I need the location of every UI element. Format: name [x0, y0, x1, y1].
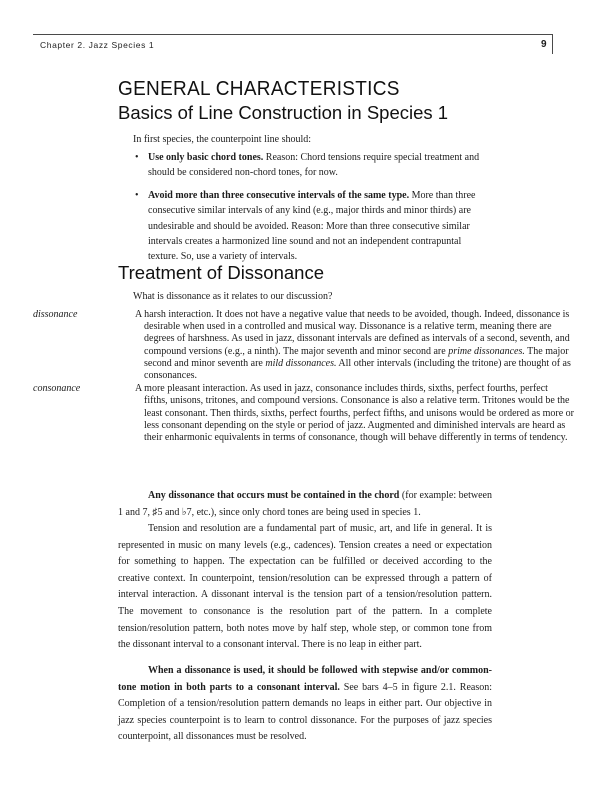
subsection-title-line-construction: Basics of Line Construction in Species 1: [118, 102, 449, 123]
definition-list: [33, 309, 573, 445]
paragraph-text: (for example: between 1 and 7, ♯5 and ♭7, etc.), since only chord tones are being used in species 1.: [118, 490, 492, 518]
list-item: [135, 150, 485, 181]
paragraph-text: See bars 4–5 in figure 2.1. Reason: Completion of a tension/resolution pattern demands no leaps in either part. Our objective in jazz species counterpoint is to learn to control dissonance. For the purposes of jazz species counterpoint, all dissonances must be resolved.: [118, 681, 492, 743]
definition-text: [135, 309, 574, 382]
definition-term: dissonance: [33, 309, 78, 320]
section-title: GENERAL CHARACTERISTICS: [118, 78, 400, 101]
definition-consonance: [33, 383, 573, 444]
bullet-icon: •: [135, 189, 139, 201]
definition-text-part: All other intervals (including the tritone) are thought of as consonances.: [144, 357, 571, 382]
paragraph-emphasis: When a dissonance is used, it should be followed with stepwise and/or common-tone motion in both parts to a consonant interval.: [118, 665, 492, 693]
definition-term: consonance: [33, 383, 81, 395]
paragraph-dissonance-chord: [118, 488, 492, 521]
subsection-title-dissonance: Treatment of Dissonance: [118, 262, 324, 283]
list-item: [135, 188, 485, 265]
rule-heading: Avoid more than three consecutive intervals of the same type.: [148, 189, 410, 201]
rule-text: Reason: Chord tensions require special treatment and should be considered non-chord tones, for now.: [148, 152, 480, 179]
page-number: 9: [541, 39, 547, 50]
definition-dissonance: [33, 309, 573, 382]
rule-text: More than three consecutive similar intervals of any kind (e.g., major thirds and minor thirds) are undesirable and should be avoided. Reason: More than three consecutive similar intervals creates a harmonized line sound and not an independent contrapuntal texture. So, use a variety of intervals.: [148, 189, 476, 263]
paragraph-tension-resolution: Tension and resolution are a fundamental part of music, art, and life in general. It is represented in music on many levels (e.g., cadences). Tension creates a need or expectation for something to happen. The expectation can be fulfilled or deceived according to the creative context. In counterpoint, tension/resolution can be expressed through a pattern of interval interaction. A dissonant interval is the tension part of a tension/resolution pattern. The movement to consonance is the resolution part of the pattern. In a complete tension/resolution pattern, both notes move by half step, whole step, or common tone from the dissonant interval to a consonant interval. There is no leap in either part.: [118, 523, 492, 651]
definition-text-part: The major second and minor seventh are: [144, 345, 569, 369]
rule-heading: Use only basic chord tones.: [148, 152, 264, 163]
paragraph-resolution-rule: [118, 663, 492, 746]
definition-text: A more pleasant interaction. As used in jazz, consonance includes thirds, sixths, perfect fourths, perfect fifths, unisons, tritones, and compound versions. Consonance is also a relative term. Tritones would be the least consonant. Then thirds, sixths, perfect fourths, perfect fifths, and unisons would be ordered as more or less consonant depending on the style or period of jazz. Augmented and diminished intervals are heard as their enharmonic equivalents in terms of consonance, though will behave differently in terms of tendency.: [135, 383, 574, 444]
definition-text-part: A harsh interaction. It does not have a negative value that needs to be avoided, though. Indeed, dissonance is desirable when used in a controlled and musical way. Dissonance is a relative term, meaning there are degrees of harshness. As used in jazz, dissonant intervals are defined as intervals of a second, seventh, and compound versions (e.g., a ninth). The major seventh and minor second are: [135, 309, 570, 357]
definition-emphasis: mild dissonances.: [265, 357, 337, 369]
rules-list: [135, 150, 485, 272]
running-head-title: Chapter 2. Jazz Species 1: [40, 40, 155, 50]
dissonance-intro: What is dissonance as it relates to our discussion?: [133, 291, 333, 302]
paragraph-emphasis: Any dissonance that occurs must be contained in the chord: [148, 490, 400, 501]
bullet-icon: •: [135, 152, 139, 163]
definition-emphasis: prime dissonances.: [448, 345, 525, 357]
line-construction-intro: In first species, the counterpoint line should:: [133, 134, 312, 145]
